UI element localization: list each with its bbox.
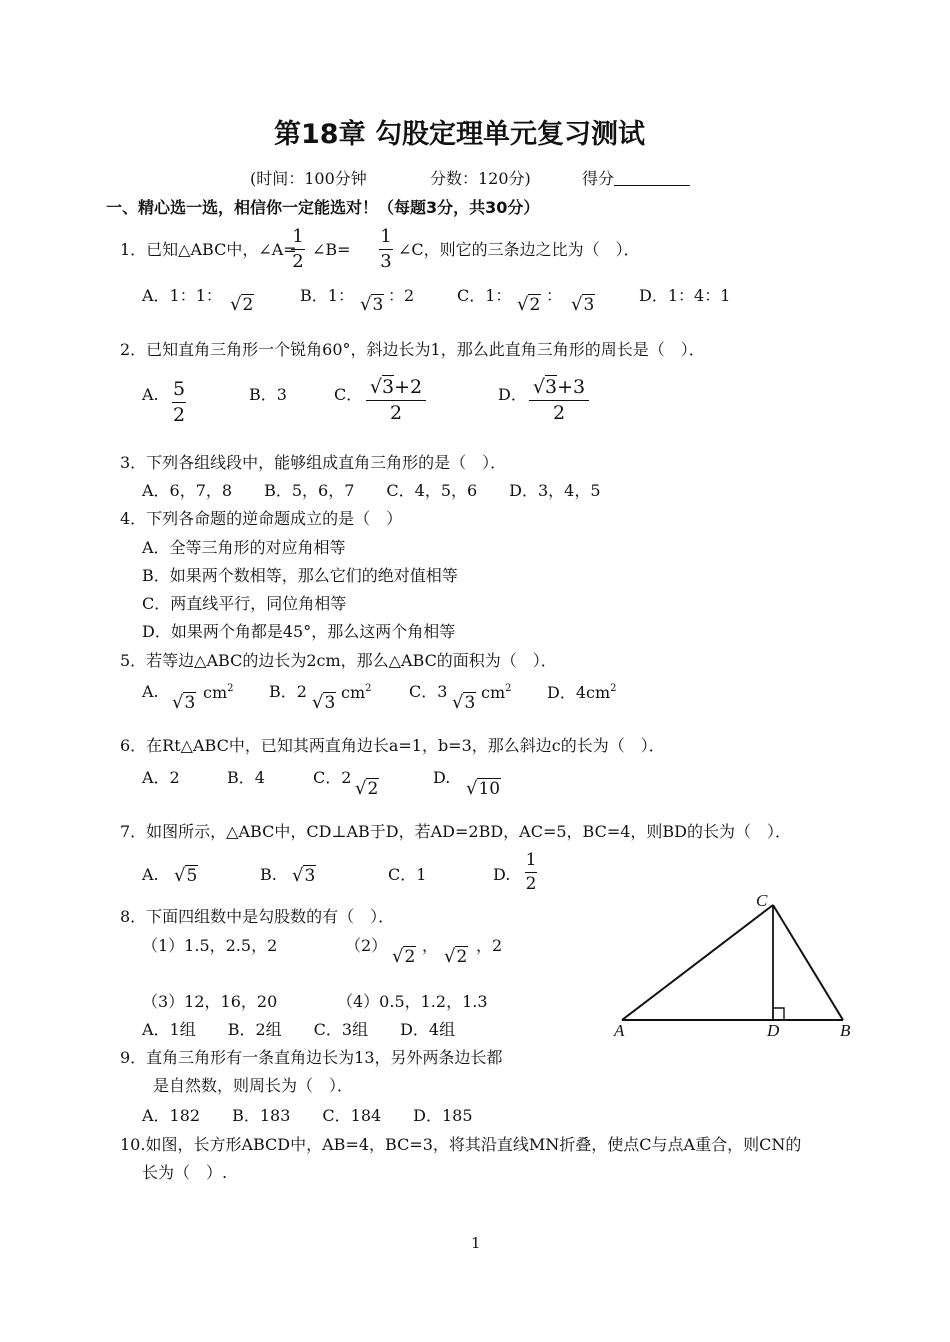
q5-option-c-radical: √3 [452,692,476,713]
side-ac [622,905,773,1020]
q1-option-b[interactable]: B．1： [300,286,354,305]
q1-stem-part2: ∠B= [312,240,351,259]
q6-stem: 6．在Rt△ABC中，已知其两直角边长a=1，b=3，那么斜边c的长为（ ）． [120,736,665,755]
q9-stem-line1: 9．直角三角形有一条直角边长为13，另外两条边长都 [120,1048,503,1067]
q1-option-c[interactable]: C．1： [457,286,512,305]
triangle-figure [610,892,870,1042]
q7-option-b[interactable]: B. [260,865,277,884]
q6-option-b[interactable]: B．4 [227,768,265,787]
q2-option-c-fraction: √3+2 2 [366,378,426,423]
q1-option-b-tail: ：2 [388,286,415,305]
q1-option-c-radical-1: √2 [517,294,541,315]
q7-stem: 7．如图所示，△ABC中，CD⊥AB于D，若AD=2BD，AC=5，BC=4，则BD的长为（ ）． [120,822,792,841]
q6-option-c-radical: √2 [355,778,379,799]
q6-option-c[interactable]: C．2 [313,768,352,787]
q1-fraction-1: 1 2 [292,226,304,272]
page-number: 1 [471,1234,481,1252]
q1-option-c-radical-2: √3 [571,294,595,315]
exam-got: 得分 [582,171,690,187]
q2-stem: 2．已知直角三角形一个锐角60°，斜边长为1，那么此直角三角形的周长是（ ）． [120,340,705,359]
q8-item-3: （3）12，16，20 [142,992,278,1011]
q4-option-d[interactable]: D．如果两个角都是45°，那么这两个角相等 [142,622,456,641]
section-1-heading: 一、精心选一选，相信你一定能选对！（每题3分，共30分） [106,198,540,217]
q1-stem-part3: ∠C，则它的三条边之比为（ ）． [398,240,640,259]
q8-options[interactable]: A．1组 B．2组 C．3组 D．4组 [142,1020,456,1039]
q7-option-b-radical: √3 [292,865,316,886]
q5-option-b-unit: $cm^2$ [341,683,372,702]
q8-item-4: （4）0.5，1.2，1.3 [337,992,488,1011]
q7-option-d-fraction: 1 2 [525,850,537,894]
q2-option-d-fraction: √3+3 2 [529,378,589,423]
q2-option-d[interactable]: D． [498,385,527,404]
q5-option-a[interactable]: A. [142,682,159,701]
q5-option-b[interactable]: B．2 [269,682,307,701]
label-c: C [756,892,768,910]
q6-option-a[interactable]: A．2 [142,768,180,787]
page-title: 第18章 勾股定理单元复习测试 [274,119,645,150]
q4-option-c[interactable]: C．两直线平行，同位角相等 [142,594,347,613]
q1-option-a[interactable]: A．1：1： [142,286,222,305]
q4-option-a[interactable]: A．全等三角形的对应角相等 [142,538,346,557]
right-angle-mark [773,1008,784,1020]
q5-option-a-radical: √3 [172,692,196,713]
q1-fraction-2: 1 3 [380,226,392,272]
q8-item-2-tail: ，2 [476,936,503,955]
q8-stem: 8．下面四组数中是勾股数的有（ ）． [120,907,395,926]
q9-options[interactable]: A．182 B．183 C．184 D．185 [142,1106,473,1125]
q6-option-d-radical: √10 [466,778,501,799]
side-cb [773,905,843,1020]
label-d: D [767,1021,780,1040]
q8-item-2-radical-1: √2 [392,946,416,967]
q7-option-a[interactable]: A. [142,865,159,884]
q9-stem-line2: 是自然数，则周长为（ ）． [153,1076,354,1095]
q8-item-1: （1）1.5，2.5，2 [142,936,278,955]
label-b: B [840,1021,851,1040]
exam-score: 分数：120分) [430,169,531,188]
label-a: A [614,1021,625,1040]
q7-option-c[interactable]: C．1 [388,865,427,884]
q2-option-c[interactable]: C． [334,385,363,404]
q5-option-d[interactable]: D．$4cm^2$ [547,683,617,702]
q5-option-c-unit: $cm^2$ [481,683,512,702]
q10-stem-line2: 长为（ ）. [142,1163,228,1182]
q1-option-a-radical: √2 [230,294,254,315]
q1-option-b-radical: √3 [360,294,384,315]
q5-stem: 5．若等边△ABC的边长为2cm，那么△ABC的面积为（ ）． [120,651,557,670]
score-blank[interactable] [614,171,690,186]
q2-option-a-fraction: 5 2 [172,378,186,426]
exam-time: (时间：100分钟 [250,169,367,188]
q7-option-a-radical: √5 [174,865,198,886]
q1-option-c-sep: ： [546,286,563,305]
q3-options[interactable]: A．6，7，8 B．5，6，7 C．4，5，6 D．3，4，5 [142,481,601,500]
q8-item-2-comma: ， [422,936,439,955]
q4-option-b[interactable]: B．如果两个数相等，那么它们的绝对值相等 [142,566,458,585]
q1-option-d[interactable]: D．1：4：1 [639,286,731,305]
q8-item-2: （2） [345,936,388,955]
q2-option-a[interactable]: A. [142,385,159,404]
q5-option-b-radical: √3 [312,692,336,713]
q1-stem-part1: 1．已知△ABC中，∠A= [120,240,297,259]
q2-option-b[interactable]: B．3 [249,385,287,404]
q3-stem: 3．下列各组线段中，能够组成直角三角形的是（ ）． [120,453,507,472]
q8-item-2-radical-2: √2 [444,946,468,967]
q6-option-d[interactable]: D. [433,768,451,787]
q7-option-d[interactable]: D. [493,865,511,884]
q4-stem: 4．下列各命题的逆命题成立的是（ ） [120,509,403,528]
q10-stem-line1: 10.如图，长方形ABCD中，AB=4，BC=3，将其沿直线MN折叠，使点C与点A重合，则CN的 [120,1135,802,1154]
q5-option-c[interactable]: C．3 [409,682,448,701]
q5-option-a-unit: $cm^2$ [203,683,234,702]
